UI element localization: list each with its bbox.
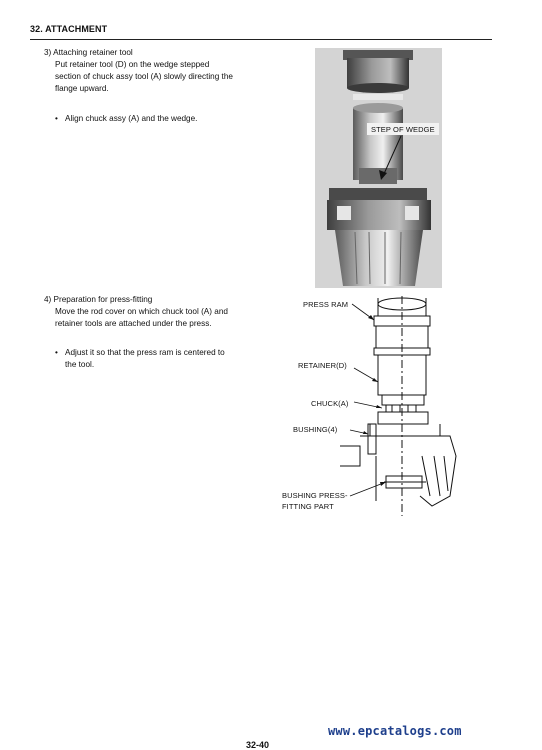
photo-illustration: [315, 48, 442, 288]
press-fit-label-1: BUSHING PRESS-: [282, 491, 348, 500]
step4-bullet: [55, 347, 225, 360]
step3-line-2: section of chuck assy tool (A) slowly directing the: [55, 72, 233, 81]
step3-bullet-text: Align chuck assy (A) and the wedge.: [65, 114, 198, 123]
step4-title: 4) Preparation for press-fitting: [44, 295, 153, 304]
step3-title: 3) Attaching retainer tool: [44, 48, 133, 57]
step4-bullet-line-1: Adjust it so that the press ram is centered to: [65, 348, 225, 357]
step3-line-3: flange upward.: [55, 84, 109, 93]
bushing-label: BUSHING(4): [293, 425, 338, 434]
bullet-dot: •: [55, 348, 58, 357]
page-number: 32-40: [246, 740, 270, 750]
step4-bullet-cont: the tool.: [65, 360, 95, 369]
footer-url[interactable]: www.epcatalogs.com: [328, 724, 462, 738]
retainer-tool-photo: [315, 48, 442, 288]
step-of-wedge-label: STEP OF WEDGE: [371, 125, 435, 134]
retainer-label: RETAINER(D): [298, 361, 347, 370]
header-divider: [30, 39, 492, 40]
step4-line-2: retainer tools are attached under the press.: [55, 319, 212, 328]
bullet-dot: •: [55, 114, 58, 123]
chuck-label: CHUCK(A): [311, 399, 349, 408]
step3-line-1: Put retainer tool (D) on the wedge stepped: [55, 60, 210, 69]
section-title: 32. ATTACHMENT: [30, 24, 108, 34]
press-fitting-drawing: [330, 296, 460, 516]
step4-line-1: Move the rod cover on which chuck tool (A) and: [55, 307, 228, 316]
press-ram-label: PRESS RAM: [303, 300, 349, 309]
press-fit-label-2: FITTING PART: [282, 502, 334, 511]
step3-bullet: [55, 113, 198, 126]
